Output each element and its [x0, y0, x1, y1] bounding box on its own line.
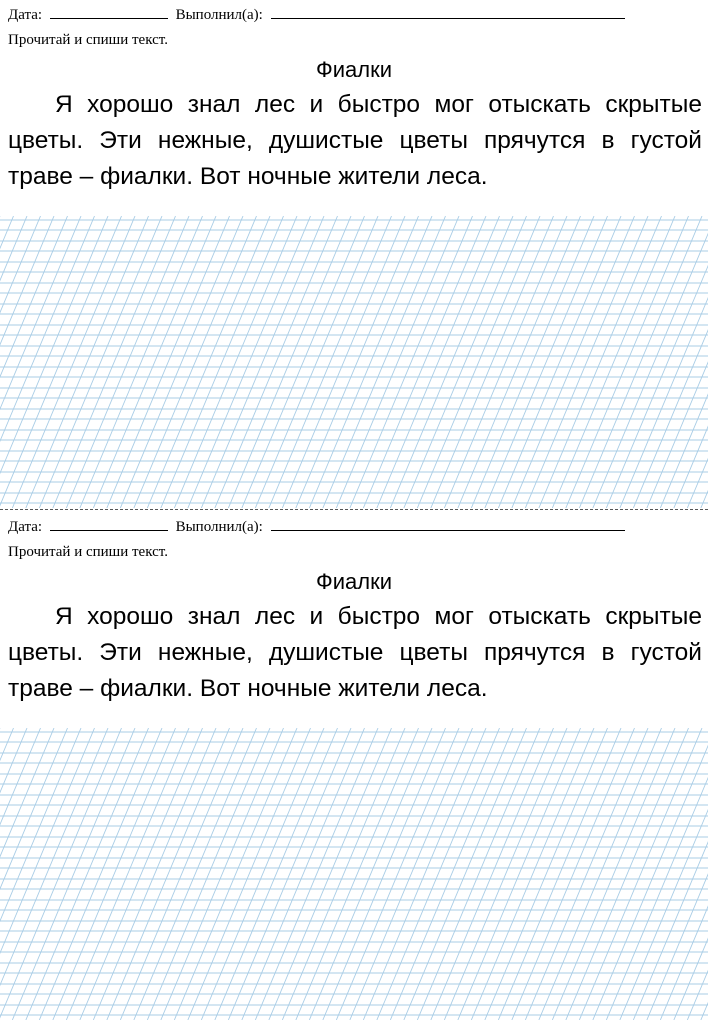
ruling-slant-line: [161, 216, 284, 508]
ruling-slant-line: [228, 728, 351, 1020]
ruling-slant-line: [147, 216, 270, 508]
ruling-slant-line: [0, 728, 95, 1020]
ruling-slant-line: [26, 728, 149, 1020]
ruling-slant-line: [53, 216, 176, 508]
ruling-slant-line: [174, 728, 297, 1020]
ruling-slant-line: [120, 728, 243, 1020]
ruling-slant-line: [93, 216, 216, 508]
ruling-slant-line: [404, 728, 527, 1020]
ruling-slant-line: [0, 728, 81, 1020]
ruling-slant-line: [0, 728, 14, 1020]
handwriting-practice-area[interactable]: [0, 728, 708, 1020]
ruling-slant-line: [647, 728, 708, 1020]
ruling-slant-line: [593, 216, 708, 508]
ruling-slant-line: [201, 728, 324, 1020]
ruling-slant-line: [606, 216, 708, 508]
ruling-slant-line: [431, 728, 554, 1020]
ruling-slant-line: [471, 216, 594, 508]
ruling-slant-line: [336, 216, 459, 508]
ruling-lines-group: [0, 216, 708, 508]
performer-label: Выполнил(а):: [175, 7, 263, 23]
ruling-slant-line: [66, 728, 189, 1020]
date-label: Дата:: [8, 7, 43, 23]
ruling-slant-line: [471, 728, 594, 1020]
ruling-slant-line: [485, 728, 608, 1020]
ruling-slant-line: [539, 728, 662, 1020]
ruling-slant-line: [255, 728, 378, 1020]
cut-line-divider: [0, 509, 708, 510]
ruling-slant-line: [147, 728, 270, 1020]
ruling-slant-line: [0, 216, 81, 508]
ruling-slant-line: [390, 728, 513, 1020]
ruling-slant-line: [539, 216, 662, 508]
ruling-slant-line: [363, 216, 486, 508]
ruling-slant-line: [0, 216, 95, 508]
performer-label: Выполнил(а):: [175, 519, 263, 535]
ruling-slant-line: [39, 728, 162, 1020]
ruling-slant-line: [525, 728, 648, 1020]
ruling-slant-line: [498, 216, 621, 508]
ruling-slant-line: [552, 728, 675, 1020]
date-field[interactable]: [50, 5, 168, 19]
ruling-slant-line: [701, 216, 708, 508]
ruling-slant-line: [687, 216, 708, 508]
ruling-slant-line: [417, 216, 540, 508]
ruling-slant-line: [161, 728, 284, 1020]
passage-title: Фиалки: [315, 569, 392, 594]
date-field[interactable]: [50, 517, 168, 531]
ruling-slant-line: [579, 728, 702, 1020]
ruling-slant-line: [93, 728, 216, 1020]
ruling-slant-line: [39, 216, 162, 508]
worksheet-header: [8, 517, 629, 536]
ruling-slant-line: [566, 728, 689, 1020]
instruction-text: Прочитай и спиши текст.: [8, 544, 168, 560]
ruling-slant-line: [296, 728, 419, 1020]
ruling-slant-line: [579, 216, 702, 508]
ruling-slant-line: [188, 728, 311, 1020]
worksheet-header: [8, 5, 629, 24]
ruling-slant-line: [215, 216, 338, 508]
ruling-slant-line: [107, 216, 230, 508]
ruled-lines: [0, 728, 708, 1020]
ruling-slant-line: [12, 216, 135, 508]
ruling-slant-line: [336, 728, 459, 1020]
performer-field[interactable]: [271, 5, 625, 19]
ruling-slant-line: [134, 728, 257, 1020]
ruling-slant-line: [120, 216, 243, 508]
ruling-slant-line: [458, 728, 581, 1020]
ruling-slant-line: [0, 216, 54, 508]
ruling-slant-line: [498, 728, 621, 1020]
ruling-slant-line: [458, 216, 581, 508]
ruled-lines: [0, 216, 708, 508]
ruling-slant-line: [0, 728, 121, 1020]
ruling-slant-line: [404, 216, 527, 508]
passage-title: Фиалки: [315, 57, 392, 82]
passage-paragraph: Я хорошо знал лес и быстро мог отыскать скрытые цветы. Эти нежные, душистые цветы прячутся в густой траве – фиалки. Вот ночные жители леса.: [8, 603, 702, 702]
instruction-text: Прочитай и спиши текст.: [8, 32, 168, 48]
ruling-slant-line: [255, 216, 378, 508]
ruling-slant-line: [350, 728, 473, 1020]
worksheet-bottom: [0, 512, 708, 1024]
ruling-slant-line: [377, 216, 500, 508]
ruling-slant-line: [701, 728, 708, 1020]
ruling-slant-line: [512, 216, 635, 508]
passage-text-block: [8, 87, 702, 195]
ruling-slant-line: [134, 216, 257, 508]
ruling-slant-line: [323, 728, 446, 1020]
ruling-slant-line: [687, 728, 708, 1020]
ruling-slant-line: [282, 728, 405, 1020]
ruling-slant-line: [80, 728, 203, 1020]
ruling-slant-line: [269, 216, 392, 508]
date-label: Дата:: [8, 519, 43, 535]
ruling-slant-line: [512, 728, 635, 1020]
ruling-slant-line: [0, 216, 108, 508]
ruling-slant-line: [485, 216, 608, 508]
passage-paragraph: Я хорошо знал лес и быстро мог отыскать скрытые цветы. Эти нежные, душистые цветы прячутся в густой траве – фиалки. Вот ночные жители леса.: [8, 91, 702, 190]
ruling-slant-line: [12, 728, 135, 1020]
passage-text-block: [8, 599, 702, 707]
ruling-slant-line: [201, 216, 324, 508]
ruling-slant-line: [26, 216, 149, 508]
ruling-slant-line: [282, 216, 405, 508]
ruling-slant-line: [53, 728, 176, 1020]
ruling-slant-line: [606, 728, 708, 1020]
ruling-lines-group: [0, 728, 708, 1020]
ruling-slant-line: [525, 216, 648, 508]
ruling-slant-line: [269, 728, 392, 1020]
performer-field[interactable]: [271, 517, 625, 531]
ruling-slant-line: [350, 216, 473, 508]
ruling-slant-line: [309, 728, 432, 1020]
ruling-slant-line: [593, 728, 708, 1020]
ruling-slant-line: [444, 728, 567, 1020]
ruling-slant-line: [174, 216, 297, 508]
ruling-slant-line: [431, 216, 554, 508]
ruling-slant-line: [66, 216, 189, 508]
ruling-slant-line: [363, 728, 486, 1020]
ruling-slant-line: [296, 216, 419, 508]
ruling-slant-line: [228, 216, 351, 508]
ruling-slant-line: [242, 728, 365, 1020]
ruling-slant-line: [309, 216, 432, 508]
ruling-slant-line: [377, 728, 500, 1020]
ruling-slant-line: [566, 216, 689, 508]
ruling-slant-line: [242, 216, 365, 508]
ruling-slant-line: [188, 216, 311, 508]
ruling-slant-line: [0, 728, 108, 1020]
ruling-slant-line: [80, 216, 203, 508]
ruling-slant-line: [444, 216, 567, 508]
ruling-slant-line: [0, 728, 54, 1020]
ruling-slant-line: [552, 216, 675, 508]
ruling-slant-line: [323, 216, 446, 508]
ruling-slant-line: [215, 728, 338, 1020]
ruling-slant-line: [107, 728, 230, 1020]
ruling-slant-line: [0, 216, 121, 508]
ruling-slant-line: [417, 728, 540, 1020]
handwriting-practice-area[interactable]: [0, 216, 708, 508]
ruling-slant-line: [647, 216, 708, 508]
ruling-slant-line: [390, 216, 513, 508]
ruling-slant-line: [0, 216, 14, 508]
